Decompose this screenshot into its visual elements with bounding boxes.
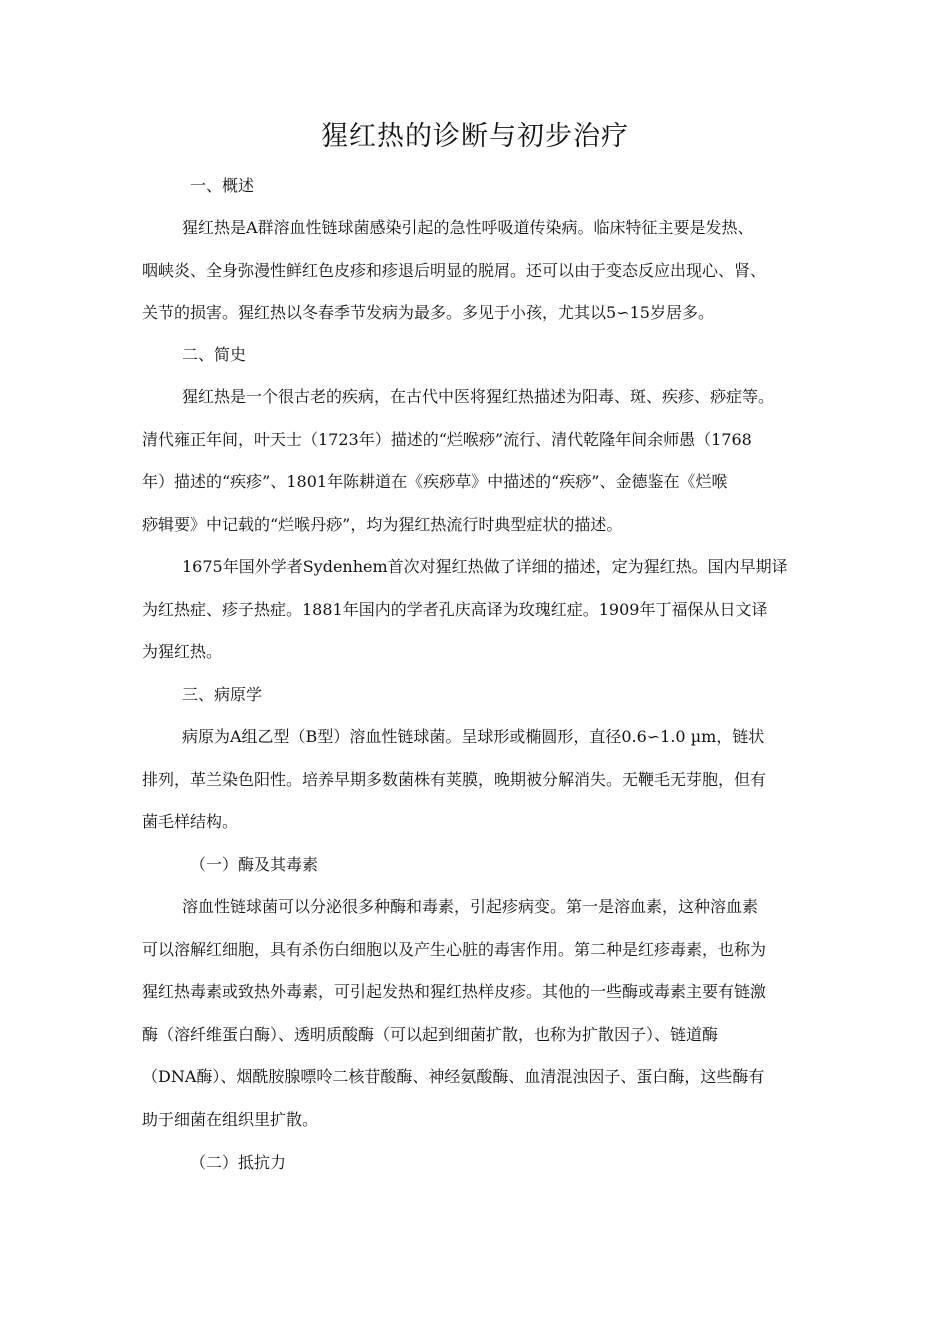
paragraph-line: 猩红热是一个很古老的疾病，在古代中医将猩红热描述为阳毒、斑、疾疹、痧症等。	[182, 387, 775, 406]
paragraph-line: 猩红热毒素或致热外毒素，可引起发热和猩红热样皮疹。其他的一些酶或毒素主要有链激	[142, 982, 767, 1001]
paragraph-line: 病原为A组乙型（B型）溶血性链球菌。呈球形或椭圆形，直径0.6∽1.0 µm，链状	[182, 727, 765, 746]
paragraph-etiology	[142, 716, 808, 844]
paragraph-line: 1675年国外学者Sydenhem首次对猩红热做了详细的描述，定为猩红热。国内早期译	[182, 557, 788, 576]
section-heading-history: 二、简史	[182, 345, 247, 364]
paragraph-history-2	[142, 546, 808, 674]
paragraph-line: 年）描述的“疾疹”、1801年陈耕道在《疾痧草》中描述的“疾痧”、金德鉴在《烂喉	[142, 472, 728, 491]
paragraph-line: 排列，革兰染色阳性。培养早期多数菌株有荚膜，晚期被分解消失。无鞭毛无芽胞，但有	[142, 769, 767, 789]
paragraph-line: 猩红热是A群溶血性链球菌感染引起的急性呼吸道传染病。临床特征主要是发热、	[182, 218, 754, 237]
paragraph-enzymes-toxins	[142, 886, 808, 1141]
subsection-heading-enzymes-toxins: （一）酶及其毒素	[190, 855, 319, 874]
paragraph-line: 为红热症、疹子热症。1881年国内的学者孔庆高译为玫瑰红症。1909年丁福保从日文译	[142, 599, 768, 619]
paragraph-line: 清代雍正年间，叶天士（1723年）描述的“烂喉痧”流行、清代乾隆年间余师愚（1768	[142, 429, 752, 449]
paragraph-line: 痧辑要》中记载的“烂喉丹痧”，均为猩红热流行时典型症状的描述。	[142, 514, 623, 534]
paragraph-overview	[142, 207, 808, 335]
paragraph-line: 菌毛样结构。	[142, 812, 239, 831]
document-title: 猩红热的诊断与初步治疗	[321, 121, 629, 152]
section-heading-etiology: 三、病原学	[182, 685, 263, 704]
paragraph-line: 可以溶解红细胞，具有杀伤白细胞以及产生心脏的毒害作用。第二种是红疹毒素，也称为	[142, 939, 767, 959]
paragraph-line: 溶血性链球菌可以分泌很多种酶和毒素，引起疹病变。第一是溶血素，这种溶血素	[182, 897, 759, 916]
paragraph-line: 关节的损害。猩红热以冬春季节发病为最多。多见于小孩，尤其以5∽15岁居多。	[142, 303, 714, 322]
paragraph-line: 为猩红热。	[142, 642, 223, 661]
paragraph-line: （DNA酶）、烟酰胺腺嘌呤二核苷酸酶、神经氨酸酶、血清混浊因子、蛋白酶，这些酶有	[142, 1067, 765, 1086]
paragraph-line: 咽峡炎、全身弥漫性鲜红色皮疹和疹退后明显的脱屑。还可以由于变态反应出现心、肾、	[142, 260, 767, 280]
section-heading-overview: 一、概述	[190, 176, 255, 195]
paragraph-line: 酶（溶纤维蛋白酶）、透明质酸酶（可以起到细菌扩散，也称为扩散因子）、链道酶	[142, 1024, 719, 1044]
paragraph-line: 助于细菌在组织里扩散。	[142, 1109, 319, 1129]
subsection-heading-resistance: （二）抵抗力	[190, 1153, 287, 1172]
paragraph-history-1	[142, 376, 808, 546]
